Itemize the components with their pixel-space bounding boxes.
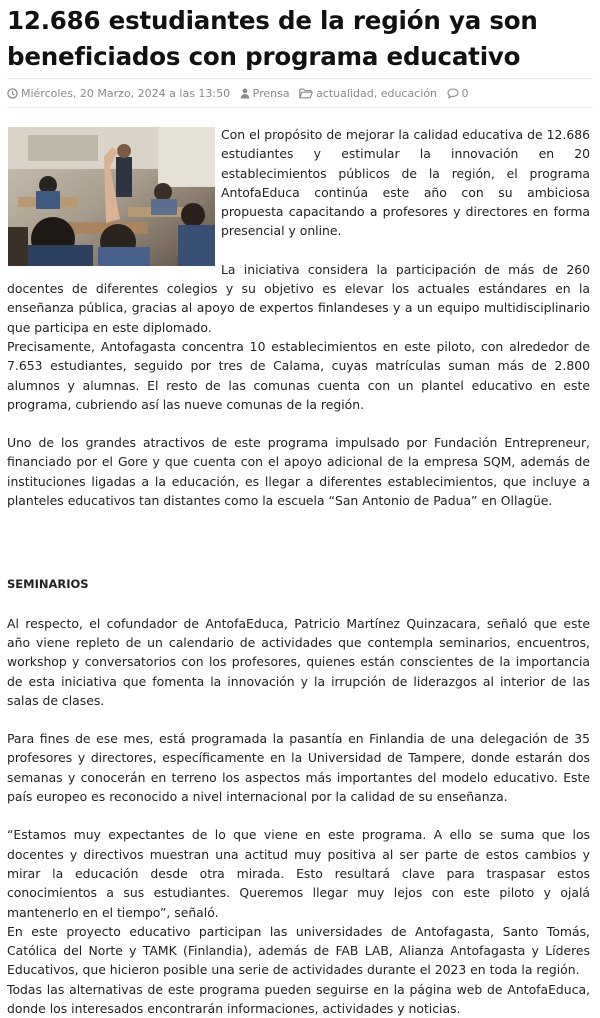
meta-author-link[interactable]: Prensa — [252, 87, 290, 100]
category-separator: , — [373, 87, 381, 100]
paragraph-3: Precisamente, Antofagasta concentra 10 establecimientos en este piloto, con alrededor de 7.653 estudiantes, seguido por tres de Calama, cuyas matrículas suman más de 2.800 alumnos y alumnas. El resto de las comunas cuenta con un plantel educativo en este programa, cubriendo así las nueve comunas de la región. — [7, 338, 590, 412]
article-title: 12.686 estudiantes de la región ya son beneficiados con programa educativo — [7, 6, 538, 71]
comment-icon — [447, 88, 459, 99]
section-heading-seminarios: SEMINARIOS — [7, 577, 89, 592]
category-link-educacion[interactable]: educación — [380, 87, 438, 100]
paragraph-9: Todas las alternativas de este programa pueden seguirse en la página web de AntofaEduca, donde los interesados encontrarán informaciones, actividades y noticias. — [7, 981, 590, 1016]
article-meta — [7, 78, 593, 108]
paragraph-2: La iniciativa considera la participación de más de 260 docentes de diferentes colegios y su objetivo es elevar los actuales estándares en la enseñanza pública, gracias al apoyo de expertos finlandeses y a un equipo multidisciplinario que participa en este diplomado. — [7, 261, 590, 335]
paragraph-6: Para fines de ese mes, está programada la pasantía en Finlandia de una delegación de 35 profesores y directores, específicamente en la Universidad de Tampere, donde estarán dos semanas y conocerán en terreno los aspectos más importantes del modelo educativo. Este país europeo es reconocido a nivel internacional por la calidad de su enseñanza. — [7, 731, 590, 805]
paragraph-5: Al respecto, el cofundador de AntofaEduca, Patricio Martínez Quinzacara, señaló que este año viene repleto de un calendario de actividades que contempla seminarios, encuentros, workshop y conversatorios con los profesores, quienes están conscientes de la importancia de esta iniciativa que fomenta la innovación y la irrupción de liderazgos al interior de las salas de clases. — [7, 615, 590, 708]
clock-icon — [7, 88, 18, 99]
meta-comments[interactable] — [447, 79, 469, 109]
paragraph-8: En este proyecto educativo participan las universidades de Antofagasta, Santo Tomás, Católica del Norte y TAMK (Finlandia), además de FAB LAB, Alianza Antofagasta y Líderes Educativos, que hicieron posible una serie de actividades durante el 2023 en toda la región. — [7, 923, 590, 978]
meta-categories — [299, 79, 437, 109]
comments-count[interactable]: 0 — [461, 87, 469, 100]
meta-date-text: Miércoles, 20 Marzo, 2024 a las 13:50 — [21, 87, 231, 100]
article-photo — [8, 127, 215, 266]
category-link-actualidad[interactable]: actualidad — [316, 87, 374, 100]
paragraph-4: Uno de los grandes atractivos de este programa impulsado por Fundación Entrepreneur, financiado por el Gore y que cuenta con el apoyo adicional de la empresa SQM, además de instituciones ligadas a la educación, es llegar a diferentes establecimientos, que incluye a planteles educativos tan distantes como la escuela “San Antonio de Padua” en Ollagüe. — [7, 435, 590, 509]
folder-icon — [299, 88, 313, 99]
user-icon — [240, 88, 250, 99]
classroom-photo — [8, 127, 215, 266]
paragraph-7: “Estamos muy expectantes de lo que viene en este programa. A ello se suma que los docentes y directivos muestran una actitud muy positiva al ser parte de estos cambios y mirar la educación desde otra mirada. Esto resultará clave para traspasar estos conocimientos a sus estudiantes. Queremos llegar muy lejos con este piloto y ojalá mantenerlo en el tiempo”, señaló. — [7, 827, 590, 920]
meta-date — [7, 79, 230, 109]
article-body — [7, 125, 590, 1018]
paragraph-1: Con el propósito de mejorar la calidad educativa de 12.686 estudiantes y estimular la innovación en 20 establecimientos públicos de la región, el programa AntofaEduca continúa este año con su ambiciosa propuesta capacitando a profesores y directores en forma presencial y online. — [221, 127, 590, 239]
meta-author[interactable] — [240, 79, 290, 109]
